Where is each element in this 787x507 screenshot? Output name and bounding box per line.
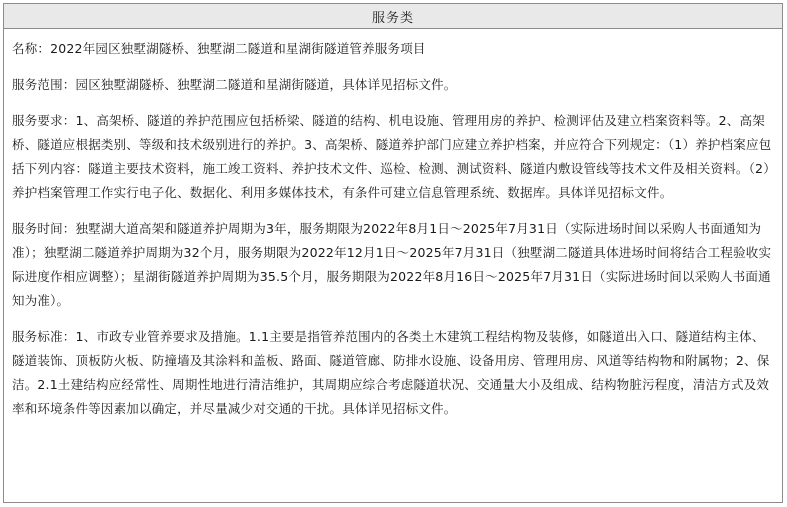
service-table: [3, 3, 783, 503]
service-scope-row: 服务范围：园区独墅湖隧桥、独墅湖二隧道和星湖街隧道，具体详见招标文件。: [12, 77, 457, 92]
project-name-row: 名称：2022年园区独墅湖隧桥、独墅湖二隧道和星湖街隧道管养服务项目: [12, 41, 426, 56]
table-body: [4, 37, 782, 421]
service-standards-row: 服务标准：1、市政专业管养要求及措施。1.1主要是指管养范围内的各类土木建筑工程结构物及装修，如隧道出入口、隧道结构主体、隧道装饰、顶板防火板、防撞墙及其涂料和盖板、路面、隧道管廊、防排水设施、设备用房、管理用房、风道等结构物和附属物；2、保洁。2.1土建结构应经常性、周期性地进行清洁维护，其周期应综合考虑隧道状况、交通量大小及组成、结构物脏污程度，清洁方式及效率和环境条件等因素加以确定，并尽量减少对交通的干扰。具体详见招标文件。: [12, 329, 770, 416]
service-time-row: 服务时间：独墅湖大道高架和隧道养护周期为3年，服务期限为2022年8月1日～2025年7月31日（实际进场时间以采购人书面通知为准）；独墅湖二隧道养护周期为32个月，服务期限为2022年12月1日～2025年7月31日（独墅湖二隧道具体进场时间将结合工程验收实际进度作相应调整）；星湖街隧道养护周期为35.5个月，服务期限为2022年8月16日～2025年7月31日（实际进场时间以采购人书面通知为准）。: [12, 221, 772, 308]
service-requirements-row: 服务要求：1、高架桥、隧道的养护范围应包括桥梁、隧道的结构、机电设施、管理用房的养护、检测评估及建立档案资料等。2、高架桥、隧道应根据类别、等级和技术级别进行的养护。3、高架桥、隧道养护部门应建立养护档案，并应符合下列规定：（1）养护档案应包括下列内容：隧道主要技术资料，施工竣工资料、养护技术文件、巡检、检测、测试资料、隧道内敷设管线等技术文件及相关资料。（2）养护档案管理工作实行电子化、数据化、利用多媒体技术，有条件可建立信息管理系统、数据库。具体详见招标文件。: [12, 113, 772, 200]
table-header: 服务类: [4, 4, 782, 29]
